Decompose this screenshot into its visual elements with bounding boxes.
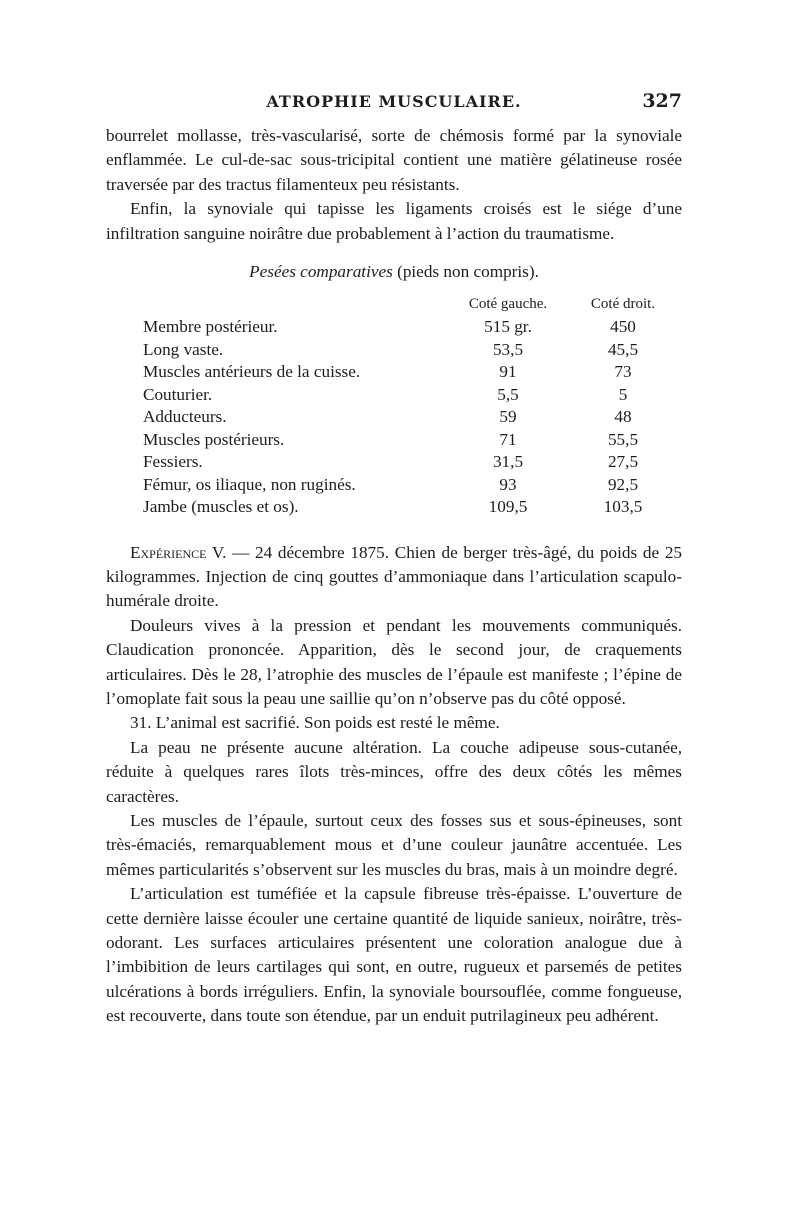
table-header-left: Coté gauche. bbox=[468, 296, 548, 313]
experience-label: Expérience V. bbox=[130, 542, 227, 562]
row-right-value: 45,5 bbox=[607, 339, 639, 359]
experience-paragraph bbox=[106, 541, 682, 614]
row-right-value: 73 bbox=[614, 362, 632, 382]
row-label: Muscles antérieurs de la cuisse. bbox=[143, 362, 361, 382]
paragraph: Douleurs vives à la pression et pendant les mouvements communiqués. Claudication prononcée. Apparition, dès le second jour, de craquements articulaires. Dès le 28, l’atrophie des muscles de l’épaule est manifeste ; l’épine de l’omoplate fait sous la peau une saillie qu’on n’observe pas du côté opposé. bbox=[106, 615, 682, 708]
table-header-row bbox=[143, 294, 683, 316]
row-right-value: 48 bbox=[614, 407, 632, 427]
row-right-value: 92,5 bbox=[607, 474, 639, 494]
row-right-value: 27,5 bbox=[607, 452, 639, 472]
table-title-italic: Pesées comparatives bbox=[249, 262, 393, 282]
row-left-value: 53,5 bbox=[492, 339, 524, 359]
paragraph: La peau ne présente aucune altération. La couche adipeuse sous-cutanée, réduite à quelques rares îlots très-minces, offre des deux côtés les mêmes caractères. bbox=[106, 737, 682, 806]
row-label: Adducteurs. bbox=[143, 407, 227, 427]
row-label: Fessiers. bbox=[143, 452, 203, 472]
table-row bbox=[143, 316, 683, 339]
row-left-value: 5,5 bbox=[497, 384, 519, 404]
table-row bbox=[143, 451, 683, 474]
weights-table bbox=[143, 294, 683, 519]
row-right-value: 450 bbox=[610, 317, 636, 337]
row-right-value: 103,5 bbox=[603, 497, 643, 517]
table-row bbox=[143, 339, 683, 362]
paragraph: 31. L’animal est sacrifié. Son poids est resté le même. bbox=[130, 713, 500, 733]
table-title bbox=[106, 260, 682, 284]
table-header-empty bbox=[143, 294, 453, 316]
row-label: Membre postérieur. bbox=[143, 317, 278, 337]
table-row bbox=[143, 406, 683, 429]
paragraph: Enfin, la synoviale qui tapisse les ligaments croisés est le siége d’une infiltration sanguine noirâtre due probablement à l’action du traumatisme. bbox=[106, 199, 682, 243]
paragraph: bourrelet mollasse, très-vascularisé, sorte de chémosis formé par la synoviale enflammée. Le cul-de-sac sous-tricipital contient une matière gélatineuse rosée traversée par des tractus filamenteux peu résistants. bbox=[106, 126, 682, 194]
experience-text: — 24 décembre 1875. Chien de berger très-âgé, du poids de 25 kilogrammes. Injection de cinq gouttes d’ammoniaque dans l’articulation scapulo-humérale droite. bbox=[106, 542, 683, 611]
row-left-value: 59 bbox=[499, 407, 517, 427]
row-left-value: 515 gr. bbox=[484, 317, 532, 337]
table-row bbox=[143, 361, 683, 384]
row-left-value: 31,5 bbox=[492, 452, 524, 472]
row-left-value: 91 bbox=[499, 362, 517, 382]
page-number: 327 bbox=[642, 90, 682, 112]
table-row bbox=[143, 474, 683, 497]
table-row bbox=[143, 429, 683, 452]
book-page bbox=[106, 92, 682, 1029]
running-title: ATROPHIE MUSCULAIRE. bbox=[266, 92, 522, 111]
table-row bbox=[143, 496, 683, 519]
row-label: Muscles postérieurs. bbox=[143, 429, 285, 449]
row-right-value: 5 bbox=[618, 384, 628, 404]
section-spacer bbox=[106, 519, 682, 541]
row-label: Long vaste. bbox=[143, 339, 224, 359]
table-row bbox=[143, 384, 683, 407]
page-header bbox=[106, 92, 682, 118]
row-left-value: 109,5 bbox=[488, 497, 528, 517]
paragraph: L’articulation est tuméfiée et la capsule fibreuse très-épaisse. L’ouverture de cette dernière laisse écouler une certaine quantité de liquide sanieux, noirâtre, très-odorant. Les surfaces articulaires présentent une coloration analogue due à l’imbibition de leurs cartilages qui sont, en outre, rugueux et parsemés de petites ulcérations à bords irréguliers. Enfin, la synoviale boursouflée, comme fongueuse, est recouverte, dans toute son étendue, par un enduit putrilagineux peu adhérent. bbox=[106, 884, 682, 1026]
row-label: Couturier. bbox=[143, 384, 213, 404]
row-left-value: 93 bbox=[499, 474, 517, 494]
table-title-rest: (pieds non compris). bbox=[392, 262, 539, 282]
row-label: Fémur, os iliaque, non ruginés. bbox=[143, 474, 356, 494]
row-label: Jambe (muscles et os). bbox=[143, 497, 299, 517]
paragraph: Les muscles de l’épaule, surtout ceux des fosses sus et sous-épineuses, sont très-émaciés, remarquablement mous et d’une couleur jaunâtre accentuée. Les mêmes particularités s’observent sur les muscles du bras, mais à un moindre degré. bbox=[106, 811, 682, 879]
table-header-right: Coté droit. bbox=[590, 296, 656, 313]
row-right-value: 55,5 bbox=[607, 429, 639, 449]
row-left-value: 71 bbox=[499, 429, 517, 449]
